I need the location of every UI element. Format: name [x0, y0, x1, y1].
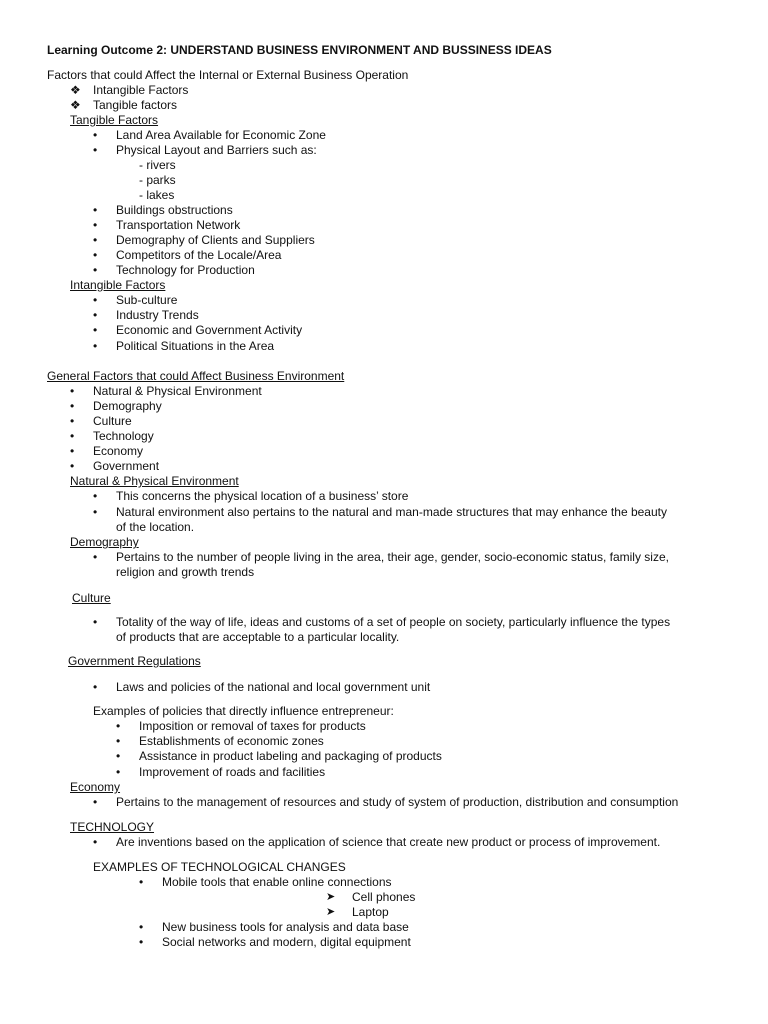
- policy-item: Improvement of roads and facilities: [139, 765, 326, 779]
- bullet-icon: •: [93, 835, 98, 849]
- bullet-icon: •: [116, 749, 121, 763]
- diamond-bullet-icon: ❖: [70, 83, 81, 97]
- policy-item: Imposition or removal of taxes for products: [139, 719, 366, 733]
- factors-heading: Factors that could Affect the Internal or External Business Operation: [47, 68, 409, 82]
- bullet-icon: •: [93, 233, 98, 247]
- tangible-item: Demography of Clients and Suppliers: [116, 233, 315, 247]
- bullet-icon: •: [93, 505, 98, 519]
- tech-change-item: Social networks and modern, digital equipment: [162, 935, 411, 949]
- factor-type-item: Intangible Factors: [93, 83, 189, 97]
- intangible-item: Political Situations in the Area: [116, 339, 275, 353]
- bullet-icon: •: [70, 459, 75, 473]
- bullet-icon: •: [139, 875, 144, 889]
- general-item: Natural & Physical Environment: [93, 384, 262, 398]
- factor-type-item: Tangible factors: [93, 98, 178, 112]
- bullet-icon: •: [93, 550, 98, 564]
- demography-heading: Demography: [70, 535, 139, 549]
- tangible-item: Buildings obstructions: [116, 203, 233, 217]
- mobile-item: Laptop: [352, 905, 389, 919]
- natural-item: Natural environment also pertains to the natural and man-made structures that may enhance the beauty: [116, 505, 667, 519]
- bullet-icon: •: [116, 765, 121, 779]
- tech-change-item: New business tools for analysis and data base: [162, 920, 409, 934]
- bullet-icon: •: [139, 920, 144, 934]
- economy-heading: Economy: [70, 780, 121, 794]
- bullet-icon: •: [93, 323, 98, 337]
- general-item: Demography: [93, 399, 162, 413]
- bullet-icon: •: [93, 203, 98, 217]
- bullet-icon: •: [93, 795, 98, 809]
- bullet-icon: •: [93, 143, 98, 157]
- technology-item: Are inventions based on the application of science that create new product or process of improvement.: [116, 835, 661, 849]
- tangible-item: Technology for Production: [116, 263, 255, 277]
- bullet-icon: •: [139, 935, 144, 949]
- arrow-bullet-icon: ➤: [326, 906, 336, 918]
- culture-item: Totality of the way of life, ideas and customs of a set of people on society, particularly influence the types: [116, 615, 671, 629]
- general-item: Culture: [93, 414, 132, 428]
- bullet-icon: •: [93, 293, 98, 307]
- tangible-heading: Tangible Factors: [70, 113, 159, 127]
- arrow-bullet-icon: ➤: [326, 891, 336, 903]
- general-item: Government: [93, 459, 160, 473]
- tangible-item: Physical Layout and Barriers such as:: [116, 143, 317, 157]
- bullet-icon: •: [70, 399, 75, 413]
- bullet-icon: •: [93, 489, 98, 503]
- bullet-icon: •: [116, 734, 121, 748]
- intangible-item: Sub-culture: [116, 293, 178, 307]
- natural-item: This concerns the physical location of a business’ store: [116, 489, 409, 503]
- government-heading: Government Regulations: [68, 654, 201, 668]
- natural-heading: Natural & Physical Environment: [70, 474, 239, 488]
- bullet-icon: •: [70, 414, 75, 428]
- general-item: Economy: [93, 444, 144, 458]
- tangible-item: Land Area Available for Economic Zone: [116, 128, 326, 142]
- demography-item: Pertains to the number of people living in the area, their age, gender, socio-economic status, family size,: [116, 550, 669, 564]
- bullet-icon: •: [93, 128, 98, 142]
- bullet-icon: •: [93, 218, 98, 232]
- culture-heading: Culture: [72, 591, 111, 605]
- intangible-item: Economic and Government Activity: [116, 323, 303, 337]
- demography-item-continued: religion and growth trends: [116, 565, 255, 579]
- technology-heading: TECHNOLOGY: [70, 820, 155, 834]
- economy-item: Pertains to the management of resources and study of system of production, distribution and consumption: [116, 795, 679, 809]
- bullet-icon: •: [70, 444, 75, 458]
- tangible-item: Competitors of the Locale/Area: [116, 248, 282, 262]
- culture-item-continued: of products that are acceptable to a particular locality.: [116, 630, 400, 644]
- policies-heading: Examples of policies that directly influence entrepreneur:: [93, 704, 394, 718]
- general-item: Technology: [93, 429, 154, 443]
- bullet-icon: •: [93, 680, 98, 694]
- bullet-icon: •: [70, 429, 75, 443]
- bullet-icon: •: [93, 339, 98, 353]
- bullet-icon: •: [116, 719, 121, 733]
- tangible-item: Transportation Network: [116, 218, 241, 232]
- intangible-heading: Intangible Factors: [70, 278, 166, 292]
- intangible-item: Industry Trends: [116, 308, 199, 322]
- barrier-item: - rivers: [139, 158, 176, 172]
- bullet-icon: •: [93, 615, 98, 629]
- barrier-item: - lakes: [139, 188, 175, 202]
- tech-changes-heading: EXAMPLES OF TECHNOLOGICAL CHANGES: [93, 860, 346, 874]
- policy-item: Establishments of economic zones: [139, 734, 324, 748]
- natural-item-continued: of the location.: [116, 520, 195, 534]
- bullet-icon: •: [93, 248, 98, 262]
- general-heading: General Factors that could Affect Business Environment: [47, 369, 345, 383]
- page-title: Learning Outcome 2: UNDERSTAND BUSINESS ENVIRONMENT AND BUSSINESS IDEAS: [47, 43, 552, 57]
- mobile-item: Cell phones: [352, 890, 416, 904]
- bullet-icon: •: [70, 384, 75, 398]
- bullet-icon: •: [93, 263, 98, 277]
- tech-change-item: Mobile tools that enable online connections: [162, 875, 392, 889]
- government-item: Laws and policies of the national and local government unit: [116, 680, 431, 694]
- policy-item: Assistance in product labeling and packaging of products: [139, 749, 442, 763]
- diamond-bullet-icon: ❖: [70, 98, 81, 112]
- barrier-item: - parks: [139, 173, 176, 187]
- bullet-icon: •: [93, 308, 98, 322]
